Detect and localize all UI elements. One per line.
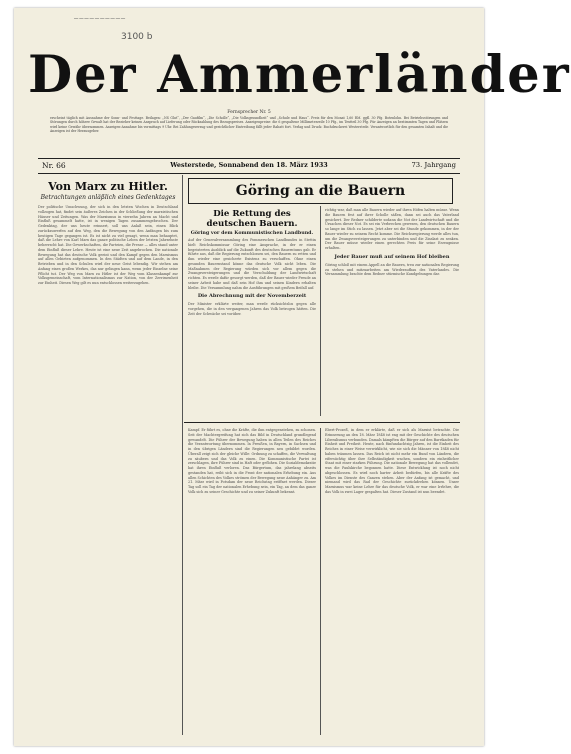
column-divider-upper <box>320 206 321 416</box>
article-subtitle: Betrachtungen anläßlich eines Gedenktages <box>40 194 176 201</box>
article-lower-right <box>325 428 459 734</box>
article-body: Ebert-Prozeß, in dem er erklärte, daß er sich als Marxist betrachte. Die Erinnerung an den 18. März 1848 ist eng mit der Geschichte des deutschen Liberalismus verbunden. Damals kämpften die Bürger auf den Barrikaden für Einheit und Freiheit. Heute, nach fünfundachtzig Jahren, ist die Einheit des Reiches in einer Weise verwirklicht, wie sie sich die Männer von 1848 nicht haben träumen lassen. Das Reich ist nicht mehr ein Bund von Ländern, die eifersüchtig über ihre Selbständigkeit wachen, sondern ein einheitlicher Staat mit einer starken Führung. Die nationale Bewegung hat das vollendet, was die Paulskirche begonnen hatte. Diese Entwicklung ist noch nicht abgeschlossen. Es wird noch harter Arbeit bedürfen, bis alle Kräfte des Volkes im Dienste des Ganzen stehen. Aber der Anfang ist gemacht, und niemand wird das Rad der Geschichte zurückdrehen können. Unser Marxismus war keine Lehre für das deutsche Volk, er war eine Irrlehre, die das Volk in zwei Lager gespalten hat. Dieser Zustand ist nun beendet. <box>325 428 460 494</box>
issue-number: Nr. 66 <box>42 161 66 170</box>
article-rettung-bauern <box>188 208 316 418</box>
article-body-continued: Der Minister erklärte weiter, man werde rücksichtslos gegen alle vorgehen, die in den vergangenen Jahren das Volk betrogen hätten. Die Zeit der Schwäche sei vorüber. <box>188 302 316 316</box>
article-title: Die Rettung des deutschen Bauern. <box>206 209 298 229</box>
article-body: Auf der Generalversammlung des Pommerschen Landbundes in Stettin hielt Reichskommissar Göring eine Ansprache, in der er einen begeisterten Ausblick auf die Zukunft des deutschen Bauerntums gab. Er führte aus, daß die Regierung entschlossen sei, den Bauern zu retten und ihm wieder eine gesicherte Existenz zu verschaffen. Ohne einen gesunden Bauernstand könne das deutsche Volk nicht leben. Die Maßnahmen der Regierung würden sich vor allem gegen die Zwangsversteigerungen und die Verschuldung der Landwirtschaft richten. Es werde dafür gesorgt werden, daß der Bauer wieder Freude an seiner Arbeit habe und daß sein Hof ihm und seinen Kindern erhalten bleibe. Die Versammlung nahm die Ausführungen mit großem Beifall auf. <box>188 238 316 290</box>
publication-info: erscheint täglich mit Ausnahme der Sonn- und Festtage. Beilagen: „NS Glut“, „Der Gaufilm“, „Die Scholle“, „Die Volksgesundheit“ und „Schule und Haus“. Preis für den Monat 1,60 RM. ggfl. 30 Pfg. Botenlohn. Bei Betriebsstörungen und Störungen durch höhere Gewalt hat der Bezieher keinen Anspruch auf Lieferung oder Rückzahlung des Bezugspreises. Anzeigenpreise: die 6 gespaltene Millimeterzeile 10 Pfg., im Textteil 30 Pfg. Für Anzeigen an bestimmten Tagen und Plätzen wird keine Gewähr übernommen. Anzeigen-Annahme bis vormittags 9 Uhr. Bei Zahlungsverzug und gerichtlicher Eintreibung fällt jeder Rabatt fort. Verlag und Druck: Buchdruckerei Westerstede. Verantwortlich für den gesamten Inhalt und die Anzeigen ist der Herausgeber. <box>50 116 448 133</box>
article-goering-continued <box>325 208 459 418</box>
fernsprecher-line: Fernsprecher Nr. 5 <box>227 110 271 115</box>
newspaper-page <box>14 8 571 746</box>
article-subtitle: Göring vor dem Kommunistischen Landbund. <box>190 230 314 236</box>
article-crosshead: Die Abrechnung mit der Novemberzeit <box>197 293 307 300</box>
column-divider-left <box>182 175 183 735</box>
article-body: Der politische Umschwung, der sich in den letzten Wochen in Deutschland vollzogen hat, findet sein äußeres Zeichen in der Schließung der marxistischen Häuser und Zeitungen. Was der Marxismus in vierzehn Jahren an Macht und Einfluß gesammelt hatte, ist in wenigen Tagen zusammengebrochen. Der Gedenktag, der uns heute erinnert, soll uns Anlaß sein, einen Blick zurückzuwerfen auf den Weg, den die Bewegung von den Anfängen bis zum heutigen Tage gegangen ist. Es ist nicht zu viel gesagt, wenn man behauptet, daß die Lehre von Karl Marx das ganze politische Leben der letzten Jahrzehnte beherrscht hat. Die Gewerkschaften, die Parteien, die Presse — alles stand unter dem Einfluß dieser Lehre. Heute ist eine neue Zeit angebrochen. Die nationale Bewegung hat das deutsche Volk geeint und den Kampf gegen den Marxismus auf allen Gebieten aufgenommen. In den Städten und auf dem Lande, in den Betrieben und in den Schulen wird der neue Geist lebendig. Wir stehen am Anfang eines großen Werkes, das nur gelingen kann, wenn jeder Einzelne seine Pflicht tut. Der Weg von Marx zu Hitler ist der Weg vom Klassenkampf zur Volksgemeinschaft, vom Internationalismus zur Nation, von der Zerrissenheit zur Einheit. Diesen Weg gilt es nun entschlossen weiterzugehen. <box>38 205 178 285</box>
issue-date: Westerstede, Sonnabend den 18. März 1933 <box>170 161 328 169</box>
article-body: Kampf. Er führt es, ohne die Kräfte, die ihm entgegenstehen, zu schonen. Seit der Machtergreifung hat sich das Bild in Deutschland grundlegend gewandelt. Die Führer der Bewegung haben in allen Teilen des Reiches die Verantwortung übernommen. In Preußen, in Bayern, in Sachsen und in den übrigen Ländern sind die Regierungen neu gebildet worden. Überall zeigt sich der gleiche Wille: Ordnung zu schaffen, die Verwaltung zu säubern und das Volk zu einen. Die Kommunistische Partei ist zerschlagen, ihre Führer sind in Haft oder geflohen. Die Sozialdemokratie hat ihren Einfluß verloren. Das Bürgertum, das jahrelang abseits gestanden hat, reiht sich in die Front der nationalen Erhebung ein. Aus allen Schichten des Volkes strömen der Bewegung neue Anhänger zu. Am 21. März wird in Potsdam der neue Reichstag eröffnet werden. Dieser Tag soll ein Tag der nationalen Erhebung sein, ein Tag, an dem das ganze Volk sich zu seiner Geschichte und zu seiner Zukunft bekennt. <box>188 428 316 494</box>
dateline <box>38 160 460 172</box>
main-headline: Göring an die Bauern <box>188 178 453 204</box>
section-rule <box>184 422 460 423</box>
pencil-note: 3100 b <box>121 32 153 42</box>
article-von-marx-zu-hitler <box>38 178 178 738</box>
header-rule-bottom <box>38 173 460 174</box>
newspaper-masthead: Der Ammerländer <box>28 45 571 105</box>
column-divider-lower <box>320 428 321 735</box>
article-body-continued: Göring schloß mit einem Appell an die Bauern, treu zur nationalen Regierung zu stehen und mitzuarbeiten am Wiederaufbau des Vaterlandes. Die Versammlung brachte dem Redner stürmische Kundgebungen dar. <box>325 262 459 277</box>
library-stamp: —————————— <box>74 14 127 22</box>
article-body: richtig war, daß man alle Bauern wieder auf ihren Höfen halten müsse. Wenn die Bauern fest auf ihrer Scholle säßen, dann sei auch das Vaterland gesichert. Der Redner schilderte sodann die Not der Landwirtschaft und die Ursachen dieser Not. Es sei ein Verbrechen gewesen, den deutschen Bauern so lange im Stich zu lassen. Jetzt aber sei die Stunde gekommen, in der der Bauer wieder zu seinem Recht komme. Die Reichsregierung werde alles tun, um die Zwangsversteigerungen zu unterbinden und die Zinslast zu senken. Der Bauer müsse wieder einen gerechten Preis für seine Erzeugnisse erhalten. <box>325 208 459 250</box>
article-crosshead: Jeder Bauer muß auf seinem Hof bleiben <box>334 253 450 260</box>
article-lower-middle <box>188 428 316 734</box>
issue-year: 73. Jahrgang <box>411 161 456 169</box>
article-title: Von Marx zu Hitler. <box>48 180 168 193</box>
header-rule-top <box>38 158 460 159</box>
